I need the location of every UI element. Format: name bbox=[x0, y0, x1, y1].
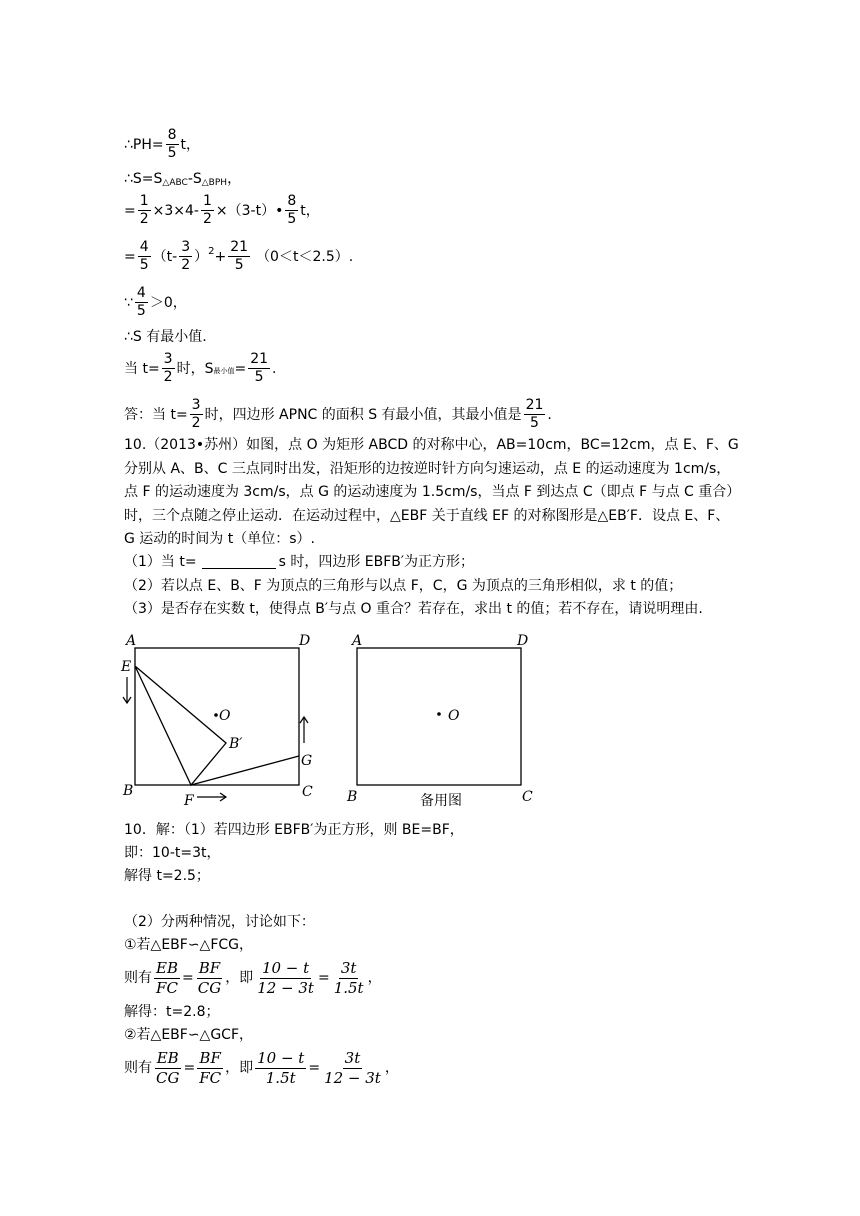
fraction: $\frac{3t}{1.5t}$ bbox=[333, 959, 364, 997]
subscript: △ABC bbox=[162, 177, 188, 188]
fraction: $\frac{BF}{FC}$ bbox=[199, 1049, 222, 1087]
text: 则有 bbox=[124, 970, 152, 986]
text: （0＜t＜2.5）. bbox=[256, 248, 354, 265]
fraction: $\frac{3}{2}$ bbox=[181, 239, 191, 274]
question-1 bbox=[124, 555, 474, 569]
fraction: $\frac{10 - t}{12 - 3t}$ bbox=[257, 959, 314, 997]
text: 时，S bbox=[176, 360, 214, 377]
left-figure bbox=[120, 633, 313, 809]
label-a: A bbox=[352, 633, 363, 649]
question-2: （2）若以点 E、B、F 为顶点的三角形与以点 F，C，G 为顶点的三角形相似，求 t 的值； bbox=[124, 578, 683, 594]
area-expand-line bbox=[124, 194, 320, 228]
text: 答：当 t= bbox=[124, 406, 188, 423]
text: ∵ bbox=[124, 294, 133, 311]
fraction: $\frac{21}{5}$ bbox=[250, 351, 269, 386]
text: 则有 bbox=[124, 1060, 152, 1076]
solution-6 bbox=[124, 960, 382, 996]
text: s 时，四边形 EBFB′为正方形； bbox=[278, 554, 475, 570]
fraction: $\frac{EB}{CG}$ bbox=[156, 1049, 180, 1087]
text: ∴PH= bbox=[124, 136, 164, 153]
label-b: B bbox=[123, 783, 134, 799]
label-o: O bbox=[219, 708, 231, 724]
text: ， bbox=[227, 171, 242, 187]
fraction: $\frac{3}{2}$ bbox=[163, 351, 173, 386]
text: t， bbox=[300, 202, 320, 219]
fraction: $\frac{3t}{12 - 3t}$ bbox=[324, 1049, 381, 1087]
text: 当 t= bbox=[124, 360, 160, 377]
label-c: C bbox=[302, 784, 313, 800]
solution-4: （2）分两种情况，讨论如下： bbox=[124, 914, 315, 930]
positive-coef-line bbox=[124, 286, 187, 320]
text: （1）当 t= bbox=[124, 554, 197, 570]
min-exists-line bbox=[124, 330, 207, 344]
fraction: $\frac{21}{5}$ bbox=[525, 397, 544, 432]
text: = bbox=[124, 202, 136, 219]
fraction: $\frac{1}{2}$ bbox=[139, 193, 149, 228]
point-o bbox=[214, 713, 218, 717]
text: ，即 bbox=[225, 1060, 254, 1076]
subscript: △BPH bbox=[201, 177, 228, 188]
text: ∴S=S bbox=[124, 171, 163, 187]
text: ，即 bbox=[225, 970, 254, 986]
arrow-f-right-icon bbox=[197, 793, 226, 801]
text: ∴S 有最小值. bbox=[124, 329, 207, 345]
text: . bbox=[547, 406, 552, 423]
text: ×（3-t）• bbox=[215, 202, 284, 219]
question-3: （3）是否存在实数 t，使得点 B′与点 O 重合？若存在，求出 t 的值；若不存在，请说明理由. bbox=[124, 601, 703, 617]
solution-5: ①若△EBF∽△FCG， bbox=[124, 937, 253, 953]
fraction: $\frac{4}{5}$ bbox=[139, 239, 149, 274]
text: = bbox=[317, 970, 330, 986]
solution-1: 10．解：（1）若四边形 EBFB′为正方形，则 BE=BF， bbox=[124, 822, 464, 838]
fraction: $\frac{EB}{FC}$ bbox=[156, 959, 178, 997]
fraction: $\frac{10 - t}{1.5t}$ bbox=[257, 1049, 305, 1087]
label-g: G bbox=[301, 753, 313, 769]
label-c: C bbox=[522, 789, 533, 805]
fraction: $\frac{8}{5}$ bbox=[167, 127, 177, 162]
text: ×3×4- bbox=[152, 202, 199, 219]
label-e: E bbox=[121, 659, 132, 675]
text: = bbox=[308, 1060, 321, 1076]
fraction: $\frac{1}{2}$ bbox=[202, 193, 212, 228]
text: ） bbox=[194, 248, 209, 265]
text: = bbox=[181, 970, 194, 986]
text: = bbox=[124, 248, 136, 265]
text: = bbox=[234, 360, 247, 377]
text: . bbox=[272, 360, 277, 377]
point-o bbox=[437, 712, 441, 716]
area-formula-line bbox=[124, 172, 241, 186]
label-b: B bbox=[347, 789, 358, 805]
text: ， bbox=[384, 1060, 399, 1076]
min-value-line bbox=[124, 352, 277, 386]
label-b-prime: B′ bbox=[229, 736, 243, 752]
subscript: 最小值 bbox=[213, 367, 235, 376]
superscript: 2 bbox=[208, 245, 215, 257]
triangle-eb1f bbox=[135, 666, 226, 785]
solution-8: ②若△EBF∽△GCF， bbox=[124, 1027, 253, 1043]
text: ， bbox=[367, 970, 382, 986]
fraction: $\frac{BF}{CG}$ bbox=[197, 959, 222, 997]
fraction: $\frac{3}{2}$ bbox=[191, 397, 201, 432]
problem-statement: 10.（2013•苏州）如图，点 O 为矩形 ABCD 的对称中心，AB=10cm，BC=12cm，点 E、F、G 分别从 A、B、C 三点同时出发，沿矩形的边按逆时针方向匀速运动，点 E 的运动速度为 1cm/s，点 F 的运动速度为 3cm/s，点 G 的运动速度为 1.5cm/s，当点 F 到达点 C（即点 F 与点 C 重合）时，三个点随之停止运动．在运动过程中，△EBF 关于直线 EF 的对称图形是△EB′F．设点 E、F、G 运动的时间为 t（单位：s）. bbox=[124, 437, 739, 547]
label-d: D bbox=[299, 633, 311, 649]
solution-3: 解得 t=2.5； bbox=[124, 868, 210, 884]
answer-line bbox=[124, 398, 552, 432]
fraction: $\frac{8}{5}$ bbox=[287, 193, 297, 228]
text: ＞0， bbox=[149, 294, 187, 311]
rectangle-abcd bbox=[135, 648, 299, 785]
geometry-figure bbox=[118, 625, 538, 810]
text: = bbox=[183, 1060, 196, 1076]
label-f: F bbox=[184, 793, 194, 809]
spare-figure-caption: 备用图 bbox=[420, 793, 462, 809]
text: + bbox=[214, 248, 227, 265]
text: 时，四边形 APNC 的面积 S 有最小值，其最小值是 bbox=[204, 406, 522, 423]
rectangle-abcd-spare bbox=[357, 648, 521, 785]
ph-line bbox=[124, 128, 200, 162]
text: （t- bbox=[152, 248, 178, 265]
solution-9 bbox=[124, 1050, 399, 1086]
text: t， bbox=[180, 136, 201, 153]
arrow-g-up-icon bbox=[300, 717, 308, 743]
solution-7: 解得：t=2.8； bbox=[124, 1004, 220, 1020]
solution-2: 即：10-t=3t， bbox=[124, 845, 221, 861]
label-a: A bbox=[126, 633, 137, 649]
label-d: D bbox=[517, 633, 529, 649]
arrow-e-down-icon bbox=[123, 677, 131, 703]
right-figure bbox=[346, 633, 533, 809]
fraction: $\frac{4}{5}$ bbox=[136, 285, 146, 320]
segment-fg bbox=[191, 756, 299, 785]
answer-blank bbox=[202, 556, 276, 569]
fraction: $\frac{21}{5}$ bbox=[230, 239, 249, 274]
label-o: O bbox=[448, 708, 460, 724]
area-vertex-line bbox=[124, 240, 353, 274]
text: -S bbox=[187, 171, 202, 187]
